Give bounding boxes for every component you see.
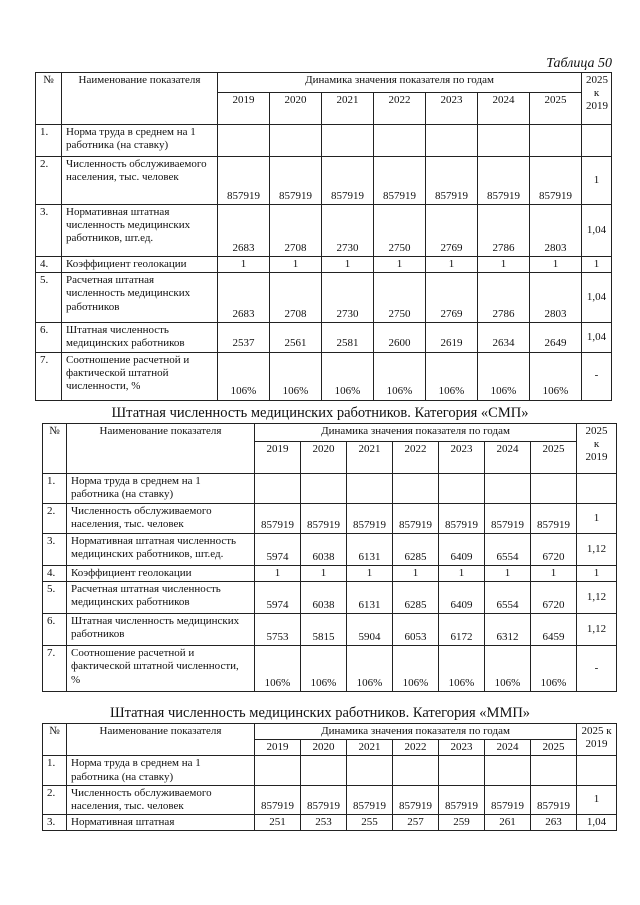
value-cell: 857919	[270, 157, 322, 205]
value-cell	[301, 474, 347, 504]
year-header: 2019	[218, 93, 270, 125]
row-number: 2.	[36, 157, 62, 205]
row-number: 3.	[43, 815, 67, 831]
value-cell	[426, 125, 478, 157]
value-cell: 106%	[393, 646, 439, 692]
table-row	[43, 785, 617, 814]
ratio-2025-to-2019: -	[582, 352, 612, 400]
header-name: Наименование показателя	[67, 724, 255, 756]
indicator-name: Численность обслуживаемого населения, тыс. человек	[67, 504, 255, 534]
value-cell: 2786	[478, 273, 530, 323]
value-cell: 6038	[301, 582, 347, 614]
value-cell: 857919	[485, 785, 531, 814]
value-cell: 1	[347, 566, 393, 582]
value-cell: 106%	[347, 646, 393, 692]
value-cell: 106%	[301, 646, 347, 692]
indicator-name: Коэффициент геолокации	[62, 257, 218, 273]
value-cell: 857919	[347, 785, 393, 814]
value-cell: 261	[485, 815, 531, 831]
value-cell: 106%	[322, 352, 374, 400]
value-cell: 857919	[439, 504, 485, 534]
year-header: 2020	[270, 93, 322, 125]
value-cell: 2708	[270, 273, 322, 323]
table-row	[36, 323, 612, 352]
indicator-name: Норма труда в среднем на 1 работника (на ставку)	[67, 756, 255, 785]
value-cell: 257	[393, 815, 439, 831]
value-cell	[439, 474, 485, 504]
value-cell	[531, 756, 577, 785]
year-header: 2025	[531, 442, 577, 474]
row-number: 3.	[36, 205, 62, 257]
header-total	[577, 424, 617, 474]
table-row	[43, 504, 617, 534]
header-name: Наименование показателя	[62, 73, 218, 125]
value-cell: 106%	[218, 352, 270, 400]
indicator-name: Расчетная штатная численность медицинских работников	[67, 582, 255, 614]
value-cell: 5753	[255, 614, 301, 646]
value-cell: 857919	[255, 504, 301, 534]
table-row	[36, 257, 612, 273]
value-cell: 1	[374, 257, 426, 273]
value-cell	[485, 474, 531, 504]
header-total-line1: 2025	[586, 74, 609, 86]
value-cell	[485, 756, 531, 785]
header-total-line1: 2025	[585, 425, 608, 437]
row-number: 6.	[36, 323, 62, 352]
value-cell: 106%	[270, 352, 322, 400]
value-cell: 106%	[439, 646, 485, 692]
header-dynamics: Динамика значения показателя по годам	[218, 73, 582, 93]
header-dynamics: Динамика значения показателя по годам	[255, 424, 577, 442]
value-cell	[374, 125, 426, 157]
indicator-name: Штатная численность медицинских работников	[67, 614, 255, 646]
year-header: 2023	[426, 93, 478, 125]
value-cell	[439, 756, 485, 785]
value-cell: 857919	[347, 504, 393, 534]
value-cell: 857919	[393, 504, 439, 534]
value-cell: 106%	[426, 352, 478, 400]
value-cell: 106%	[531, 646, 577, 692]
value-cell: 253	[301, 815, 347, 831]
value-cell: 857919	[478, 157, 530, 205]
ratio-2025-to-2019: 1	[582, 257, 612, 273]
value-cell: 6131	[347, 582, 393, 614]
value-cell: 106%	[255, 646, 301, 692]
ratio-2025-to-2019: -	[577, 646, 617, 692]
value-cell: 2803	[530, 273, 582, 323]
ratio-2025-to-2019	[577, 756, 617, 785]
year-header: 2023	[439, 740, 485, 756]
ratio-2025-to-2019: 1	[577, 566, 617, 582]
table-row	[43, 566, 617, 582]
row-number: 7.	[43, 646, 67, 692]
value-cell: 6554	[485, 582, 531, 614]
value-cell: 857919	[218, 157, 270, 205]
value-cell: 5974	[255, 582, 301, 614]
header-total-line2: 2019	[585, 738, 608, 751]
value-cell: 6554	[485, 534, 531, 566]
section-title-smp: Штатная численность медицинских работников. Категория «СМП»	[111, 405, 529, 421]
value-cell: 857919	[255, 785, 301, 814]
value-cell: 1	[426, 257, 478, 273]
value-cell: 106%	[374, 352, 426, 400]
value-cell: 6285	[393, 534, 439, 566]
year-header: 2021	[347, 442, 393, 474]
value-cell: 2708	[270, 205, 322, 257]
ratio-2025-to-2019: 1,12	[577, 534, 617, 566]
value-cell: 1	[322, 257, 374, 273]
table-row	[36, 273, 612, 323]
value-cell: 6409	[439, 534, 485, 566]
value-cell: 857919	[301, 785, 347, 814]
header-total-line2: к	[593, 438, 600, 451]
year-header: 2022	[393, 442, 439, 474]
value-cell	[393, 474, 439, 504]
value-cell	[393, 756, 439, 785]
value-cell	[531, 474, 577, 504]
value-cell: 1	[485, 566, 531, 582]
value-cell: 1	[393, 566, 439, 582]
value-cell: 1	[531, 566, 577, 582]
value-cell: 6285	[393, 582, 439, 614]
value-cell: 857919	[439, 785, 485, 814]
value-cell: 1	[439, 566, 485, 582]
row-number: 6.	[43, 614, 67, 646]
year-header: 2020	[301, 442, 347, 474]
ratio-2025-to-2019	[582, 125, 612, 157]
value-cell: 6459	[531, 614, 577, 646]
value-cell: 6312	[485, 614, 531, 646]
row-number: 4.	[43, 566, 67, 582]
header-total	[577, 724, 617, 756]
header-name: Наименование показателя	[67, 424, 255, 474]
value-cell: 106%	[485, 646, 531, 692]
indicator-name: Соотношение расчетной и фактической штатной численности, %	[67, 646, 255, 692]
year-header: 2024	[478, 93, 530, 125]
value-cell: 263	[531, 815, 577, 831]
ratio-2025-to-2019: 1,12	[577, 614, 617, 646]
row-number: 1.	[43, 756, 67, 785]
ratio-2025-to-2019: 1,12	[577, 582, 617, 614]
indicator-name: Норма труда в среднем на 1 работника (на ставку)	[67, 474, 255, 504]
row-number: 2.	[43, 785, 67, 814]
staff-table-general	[35, 72, 612, 401]
value-cell: 857919	[301, 504, 347, 534]
table-row	[43, 582, 617, 614]
header-total	[582, 73, 612, 125]
value-cell	[270, 125, 322, 157]
year-header: 2024	[485, 740, 531, 756]
value-cell: 1	[530, 257, 582, 273]
value-cell	[478, 125, 530, 157]
row-number: 3.	[43, 534, 67, 566]
value-cell	[347, 474, 393, 504]
value-cell: 1	[255, 566, 301, 582]
staff-table-mmp	[42, 723, 617, 831]
year-header: 2024	[485, 442, 531, 474]
header-total-line2: к	[593, 87, 600, 100]
value-cell: 857919	[322, 157, 374, 205]
value-cell	[347, 756, 393, 785]
value-cell: 259	[439, 815, 485, 831]
value-cell	[218, 125, 270, 157]
section-title-mmp: Штатная численность медицинских работников. Категория «ММП»	[109, 705, 531, 721]
table-row	[43, 815, 617, 831]
value-cell: 106%	[530, 352, 582, 400]
indicator-name: Расчетная штатная численность медицинских работников	[62, 273, 218, 323]
value-cell: 1	[301, 566, 347, 582]
value-cell: 5815	[301, 614, 347, 646]
value-cell: 255	[347, 815, 393, 831]
value-cell	[255, 474, 301, 504]
value-cell: 5974	[255, 534, 301, 566]
indicator-name: Нормативная штатная численность медицинских работников, шт.ед.	[62, 205, 218, 257]
header-dynamics: Динамика значения показателя по годам	[255, 724, 577, 740]
value-cell: 857919	[531, 785, 577, 814]
row-number: 5.	[43, 582, 67, 614]
year-header: 2019	[255, 740, 301, 756]
value-cell: 2683	[218, 273, 270, 323]
value-cell: 2750	[374, 205, 426, 257]
ratio-2025-to-2019: 1	[577, 504, 617, 534]
ratio-2025-to-2019: 1,04	[582, 323, 612, 352]
table-row	[43, 756, 617, 785]
staff-table-smp	[42, 423, 617, 692]
year-header: 2021	[347, 740, 393, 756]
ratio-2025-to-2019	[577, 474, 617, 504]
value-cell: 857919	[374, 157, 426, 205]
value-cell: 857919	[426, 157, 478, 205]
value-cell: 6720	[531, 534, 577, 566]
value-cell: 857919	[485, 504, 531, 534]
value-cell	[322, 125, 374, 157]
year-header: 2025	[531, 740, 577, 756]
value-cell: 106%	[478, 352, 530, 400]
value-cell	[301, 756, 347, 785]
year-header: 2021	[322, 93, 374, 125]
header-total-line3: 2019	[585, 451, 608, 464]
value-cell	[530, 125, 582, 157]
value-cell: 2537	[218, 323, 270, 352]
ratio-2025-to-2019: 1	[577, 785, 617, 814]
indicator-name: Штатная численность медицинских работников	[62, 323, 218, 352]
value-cell: 6172	[439, 614, 485, 646]
year-header: 2022	[393, 740, 439, 756]
value-cell: 251	[255, 815, 301, 831]
value-cell: 2786	[478, 205, 530, 257]
value-cell: 1	[218, 257, 270, 273]
value-cell: 2634	[478, 323, 530, 352]
ratio-2025-to-2019: 1	[582, 157, 612, 205]
year-header: 2020	[301, 740, 347, 756]
ratio-2025-to-2019: 1,04	[582, 205, 612, 257]
year-header: 2022	[374, 93, 426, 125]
value-cell: 2803	[530, 205, 582, 257]
table-row	[36, 125, 612, 157]
ratio-2025-to-2019: 1,04	[577, 815, 617, 831]
table-row	[43, 614, 617, 646]
value-cell: 6053	[393, 614, 439, 646]
table-row	[36, 157, 612, 205]
value-cell	[255, 756, 301, 785]
value-cell: 2730	[322, 205, 374, 257]
indicator-name: Коэффициент геолокации	[67, 566, 255, 582]
indicator-name: Нормативная штатная	[67, 815, 255, 831]
indicator-name: Нормативная штатная численность медицинских работников, шт.ед.	[67, 534, 255, 566]
header-no: №	[43, 424, 67, 474]
header-total-line1: 2025 к	[581, 725, 612, 737]
value-cell: 2769	[426, 273, 478, 323]
value-cell: 2769	[426, 205, 478, 257]
row-number: 2.	[43, 504, 67, 534]
value-cell: 857919	[531, 504, 577, 534]
value-cell: 5904	[347, 614, 393, 646]
indicator-name: Норма труда в среднем на 1 работника (на ставку)	[62, 125, 218, 157]
indicator-name: Численность обслуживаемого населения, тыс. человек	[67, 785, 255, 814]
value-cell: 6720	[531, 582, 577, 614]
header-no: №	[36, 73, 62, 125]
indicator-name: Соотношение расчетной и фактической штатной численности, %	[62, 352, 218, 400]
value-cell: 6038	[301, 534, 347, 566]
value-cell: 2581	[322, 323, 374, 352]
header-total-line3: 2019	[586, 100, 609, 113]
year-header: 2025	[530, 93, 582, 125]
value-cell: 6131	[347, 534, 393, 566]
value-cell: 6409	[439, 582, 485, 614]
value-cell: 2561	[270, 323, 322, 352]
row-number: 7.	[36, 352, 62, 400]
table-row	[43, 474, 617, 504]
value-cell: 2683	[218, 205, 270, 257]
row-number: 4.	[36, 257, 62, 273]
table-row	[36, 352, 612, 400]
table-row	[43, 646, 617, 692]
value-cell: 1	[270, 257, 322, 273]
value-cell: 2600	[374, 323, 426, 352]
table-number-label: Таблица 50	[546, 56, 612, 71]
value-cell: 857919	[393, 785, 439, 814]
value-cell: 2730	[322, 273, 374, 323]
year-header: 2023	[439, 442, 485, 474]
row-number: 1.	[43, 474, 67, 504]
row-number: 5.	[36, 273, 62, 323]
table-row	[43, 534, 617, 566]
value-cell: 2649	[530, 323, 582, 352]
row-number: 1.	[36, 125, 62, 157]
value-cell: 1	[478, 257, 530, 273]
value-cell: 2750	[374, 273, 426, 323]
year-header: 2019	[255, 442, 301, 474]
indicator-name: Численность обслуживаемого населения, тыс. человек	[62, 157, 218, 205]
ratio-2025-to-2019: 1,04	[582, 273, 612, 323]
table-row	[36, 205, 612, 257]
header-no: №	[43, 724, 67, 756]
value-cell: 857919	[530, 157, 582, 205]
value-cell: 2619	[426, 323, 478, 352]
